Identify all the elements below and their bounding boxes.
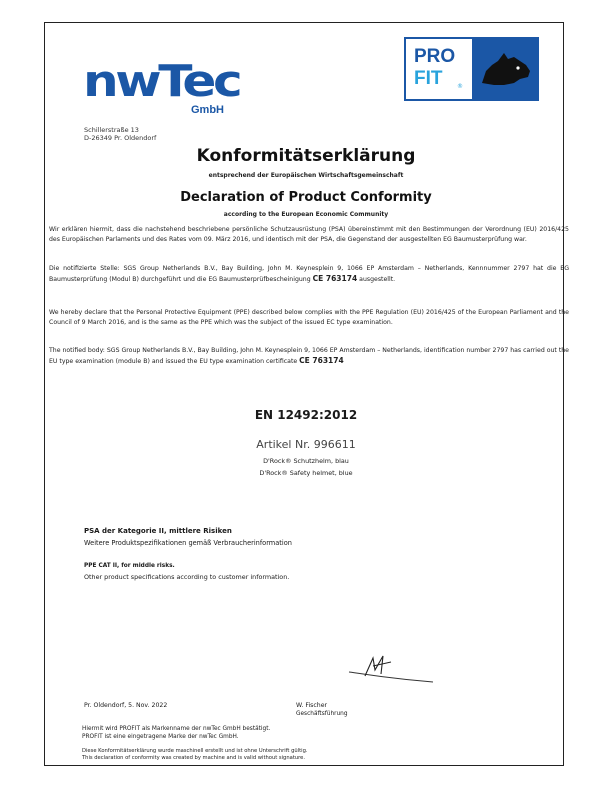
notified-body-german-text: Die notifizierte Stelle: SGS Group Netherlands B.V., Bay Building, John M. Keynesplein 9, 1066 EP Amsterdam – Netherlands, Kennnummer 2797 hat die EG Baumusterprüfung (Modul B) durchgeführt und die EG Baumusterprüfbescheinigung — [49, 265, 569, 283]
title-german: Konformitätserklärung — [196, 146, 416, 166]
notified-body-english-text: The notified body: SGS Group Netherlands B.V., Bay Building, John M. Keynesplein 9, 1066 EP Amsterdam – Netherlands, identification number 2797 has carried out the EU type examination (module B) and issued the EU type examination certificate — [49, 347, 569, 365]
profit-pro-text: PRO — [414, 46, 456, 67]
signer-name: W. Fischer — [296, 702, 328, 709]
article-number: Artikel Nr. 996611 — [256, 438, 356, 451]
footer-line-1: Hiermit wird PROFIT als Markenname der nwTec GmbH bestätigt. — [82, 726, 271, 732]
subtitle-german: entsprechend der Europäischen Wirtschaftsgemeinschaft — [208, 172, 404, 179]
category-german-text: Weitere Produktspezifikationen gemäß Verbraucherinformation — [84, 539, 292, 547]
registered-mark: ® — [457, 83, 463, 90]
footer-line-2: PROFIT ist eine eingetragene Marke der nwTec GmbH. — [82, 734, 239, 740]
declaration-german: Wir erklären hiermit, dass die nachstehend beschriebene persönliche Schutzausrüstung (PSA) übereinstimmt mit den Bestimmungen der Verordnung (EU) 2016/425 des Europäischen Parlaments und des Rates vom 09. März 2016, und identisch mit der PSA, die Gegenstand der ausgestellten EG Baumusterprüfung war. — [49, 226, 569, 243]
company-logo-suffix: GmbH — [191, 104, 224, 116]
subtitle-english: according to the European Economic Community — [223, 211, 389, 218]
footer-line-4: This declaration of conformity was created by machine and is valid without signature. — [82, 755, 305, 761]
profit-fit-text: FIT — [414, 68, 443, 89]
certificate-number-german: CE 763174 — [312, 273, 358, 283]
handwritten-signature — [345, 652, 435, 684]
bear-head-icon — [474, 39, 537, 99]
standard-number: EN 12492:2012 — [254, 408, 358, 422]
notified-body-german — [49, 264, 569, 284]
address-street: Schillerstraße 13 — [84, 126, 139, 134]
certificate-number-english: CE 763174 — [299, 355, 344, 365]
product-name-german: D'Rock® Schutzhelm, blau — [263, 457, 349, 465]
place-and-date: Pr. Oldendorf, 5. Nov. 2022 — [84, 702, 168, 709]
notified-body-english — [49, 346, 569, 366]
address-city: D-26349 Pr. Oldendorf — [84, 134, 157, 142]
title-english: Declaration of Product Conformity — [180, 190, 432, 205]
company-logo: nwTec — [83, 56, 240, 107]
category-english-text: Other product specifications according to customer information. — [84, 573, 290, 581]
signer-role: Geschäftsführung — [296, 711, 348, 717]
footer-line-3: Diese Konformitätserklärung wurde maschinell erstellt und ist ohne Unterschrift gültig. — [82, 748, 308, 754]
category-english-title: PPE CAT II, for middle risks. — [84, 563, 175, 569]
category-german-title: PSA der Kategorie II, mittlere Risiken — [84, 527, 232, 535]
notified-body-german-suffix: ausgestellt. — [359, 275, 396, 283]
profit-brand-badge — [404, 37, 539, 101]
profit-wordmark — [406, 39, 474, 99]
product-name-english: D'Rock® Safety helmet, blue — [259, 469, 353, 477]
declaration-english: We hereby declare that the Personal Protective Equipment (PPE) described below complies with the PPE Regulation (EU) 2016/425 of the European Parliament and the Council of 9 March 2016, and is the same as the PPE which was the subject of the issued EC type examination. — [49, 309, 569, 326]
